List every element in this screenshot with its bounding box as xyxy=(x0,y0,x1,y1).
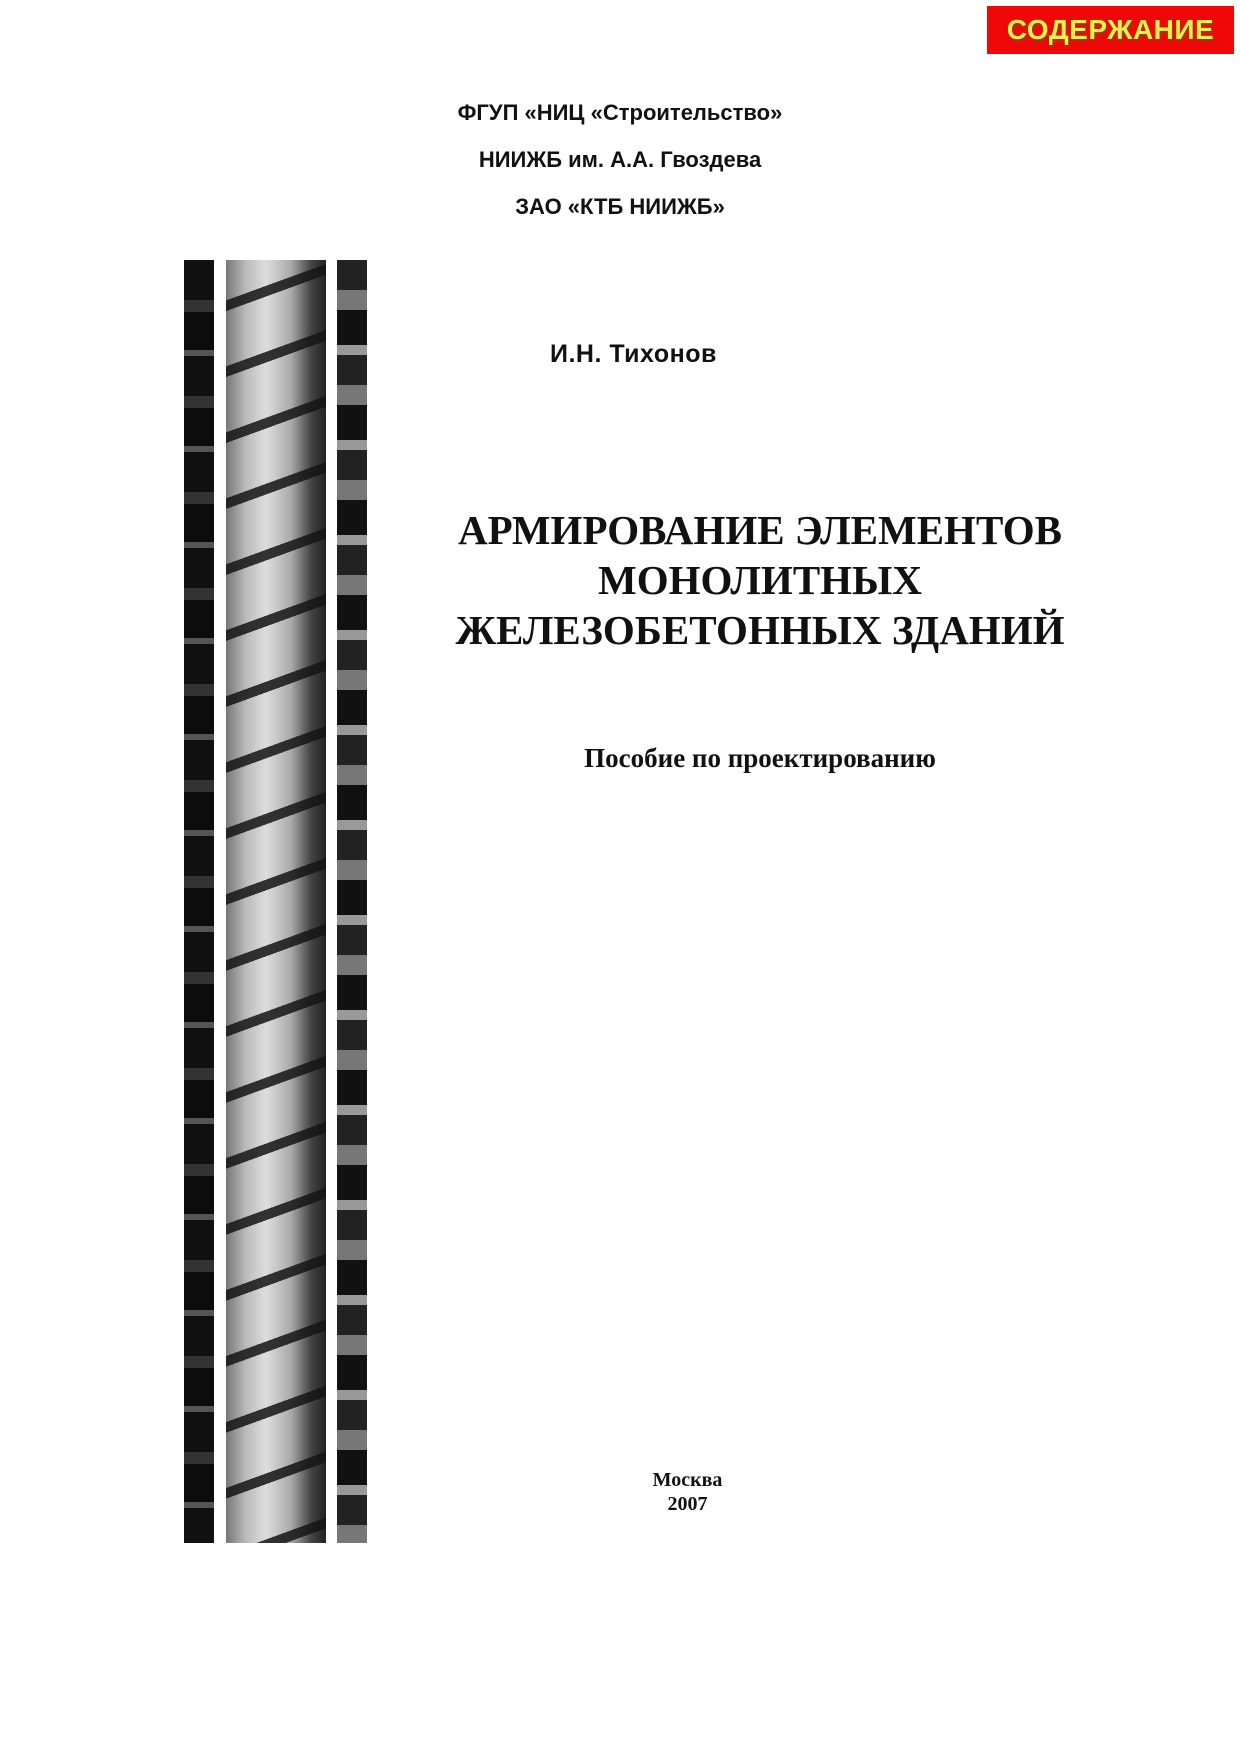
rebar-icon xyxy=(226,260,326,1543)
image-left-band xyxy=(184,260,214,1543)
contents-button[interactable] xyxy=(987,6,1234,54)
organization-2: НИИЖБ им. А.А. Гвоздева xyxy=(478,147,762,172)
imprint xyxy=(0,1468,1240,1516)
imprint-year: 2007 xyxy=(667,1493,708,1515)
author-name: И.Н. Тихонов xyxy=(550,340,717,368)
title-line-2: МОНОЛИТНЫХ xyxy=(598,557,922,603)
title-line-3: ЖЕЛЕЗОБЕТОННЫХ ЗДАНИЙ xyxy=(455,607,1065,653)
image-right-band xyxy=(337,260,367,1543)
rebar-cover-image xyxy=(184,260,367,1543)
contents-button-label: СОДЕРЖАНИЕ xyxy=(1006,14,1215,45)
organization-3: ЗАО «КТБ НИИЖБ» xyxy=(515,194,725,219)
title-line-1: АРМИРОВАНИЕ ЭЛЕМЕНТОВ xyxy=(457,507,1062,553)
organization-1: ФГУП «НИЦ «Строительство» xyxy=(457,100,783,125)
imprint-city: Москва xyxy=(652,1469,723,1491)
book-title xyxy=(410,505,1110,655)
book-subtitle: Пособие по проектированию xyxy=(584,743,936,773)
